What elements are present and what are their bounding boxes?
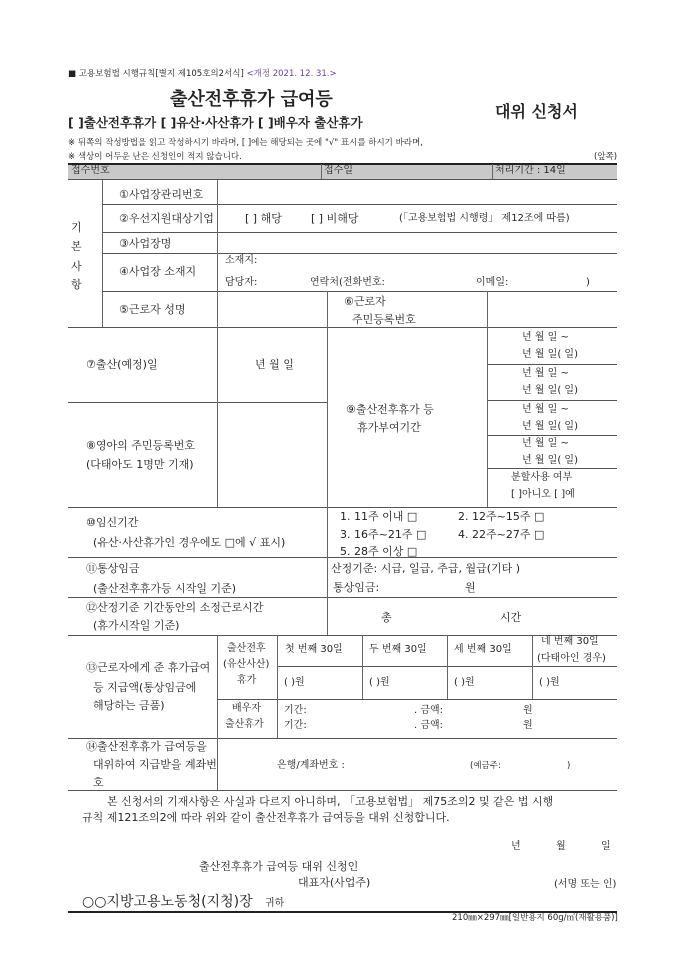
third-30days-header: 세 번째 30일 xyxy=(454,644,512,655)
workplace-name-label: ③사업장명 xyxy=(119,237,172,250)
instruction-note-2: ※ 색상이 어두운 난은 신청인이 적지 않습니다. xyxy=(68,152,242,162)
representative-label: 대표자(사업주) xyxy=(298,876,371,889)
infant-id-field[interactable] xyxy=(218,403,326,506)
page-side-label: (앞쪽) xyxy=(594,152,618,162)
split-use-label: 분할사용 여부 xyxy=(511,472,573,483)
workplace-address-label: ④사업장 소재지 xyxy=(119,265,197,278)
receipt-date-label: 접수일 xyxy=(324,165,353,176)
date-month[interactable]: 월 xyxy=(556,841,566,852)
revision-date: <개정 2021. 12. 31.> xyxy=(246,69,337,79)
ordinary-wage-unit: 원 xyxy=(465,581,476,594)
ordinary-wage-note: (출산전후휴가등 시작일 기준) xyxy=(93,582,237,595)
leave-period-label-2: 휴가부여기간 xyxy=(357,421,421,434)
worker-id-label-2: 주민등록번호 xyxy=(352,313,416,326)
declaration-line-2: 규칙 제121조의2에 따라 위와 같이 출산전후휴가 급여등을 대위 신청합니다. xyxy=(82,811,450,824)
wage-basis[interactable]: 산정기준: 시급, 일급, 주급, 월급(기타 ) xyxy=(331,562,521,575)
period-label: 기간: xyxy=(284,720,307,731)
priority-support-no[interactable]: [ ] 비해당 xyxy=(311,212,359,225)
worker-id-label-1: ⑥근로자 xyxy=(344,295,386,308)
period-from: 년 월 일 ~ xyxy=(522,404,569,415)
workplace-management-number-label: ①사업장관리번호 xyxy=(119,188,204,201)
period-from: 년 월 일 ~ xyxy=(522,368,569,379)
pregnancy-period-label: ⑩임신기간 xyxy=(86,516,139,529)
workplace-management-number-field[interactable] xyxy=(218,181,616,203)
manager-label: 담당자: xyxy=(225,277,258,288)
first-30days-amount[interactable]: ( )원 xyxy=(284,677,305,688)
instruction-note-1: ※ 뒤쪽의 작성방법을 읽고 작성하시기 바라며, [ ]에는 해당되는 곳에 "√" 표시를 하시기 바라며, xyxy=(68,138,423,148)
period-label: 기간: xyxy=(284,705,307,716)
amount-label: . 금액: xyxy=(414,720,444,731)
receipt-number-label: 접수번호 xyxy=(71,165,110,176)
split-use-choice[interactable]: [ ]아니오 [ ]예 xyxy=(511,489,575,500)
address-label: 소재지: xyxy=(225,255,258,266)
spouse-leave-label-2: 출산휴가 xyxy=(225,719,264,730)
bank-account-number-label: 은행/계좌번호 : xyxy=(277,760,345,771)
infant-id-note: (다태아도 1명만 기재) xyxy=(86,458,194,471)
section-char: 기 xyxy=(71,221,82,234)
won-unit: 원 xyxy=(523,705,533,716)
priority-support-note: (「고용보험법 시행령」 제12조에 따름) xyxy=(399,213,570,224)
worker-name-label: ⑤근로자 성명 xyxy=(119,303,186,316)
pregnancy-option-5[interactable]: 5. 28주 이상 □ xyxy=(340,545,418,558)
account-holder-label: (예금주: xyxy=(470,761,501,771)
first-30days-header: 첫 번째 30일 xyxy=(285,644,343,655)
form-subtitle: 대위 신청서 xyxy=(495,102,578,121)
paper-spec: 210㎜×297㎜[일반용지 60g/㎡(재활용품)] xyxy=(452,913,618,923)
section-char: 사 xyxy=(71,260,82,273)
period-to: 년 월 일( 일) xyxy=(522,421,578,432)
won-unit: 원 xyxy=(523,720,533,731)
pregnancy-option-3[interactable]: 3. 16주~21주 □ xyxy=(340,528,427,541)
bank-account-label-3: 호 xyxy=(93,776,104,789)
work-hours-total: 총 xyxy=(381,611,392,624)
fourth-30days-header: 네 번째 30일 xyxy=(541,636,599,647)
period-to: 년 월 일( 일) xyxy=(522,349,578,360)
period-to: 년 월 일( 일) xyxy=(522,385,578,396)
second-30days-header: 두 번째 30일 xyxy=(369,644,427,655)
addressee: ○○지방고용노동청(지청)장 xyxy=(82,894,253,910)
birth-date-label: ⑦출산(예정)일 xyxy=(86,358,158,371)
second-30days-amount[interactable]: ( )원 xyxy=(369,677,390,688)
signature-field[interactable]: (서명 또는 인) xyxy=(554,879,617,890)
maternity-leave-label-2: (유산사산) xyxy=(223,659,270,670)
fourth-30days-note: (다태아인 경우) xyxy=(537,653,606,664)
period-to: 년 월 일( 일) xyxy=(522,455,578,466)
section-char: 항 xyxy=(71,278,82,291)
paid-leave-label-2: 등 지급액(통상임금에 xyxy=(93,681,197,694)
date-year[interactable]: 년 xyxy=(511,841,521,852)
paid-leave-label-3: 해당하는 금품) xyxy=(93,699,165,712)
declaration-line-1: 본 신청서의 기재사항은 사실과 다르지 아니하며, 「고용보험법」 제75조의2 및 같은 법 시행 xyxy=(107,795,554,808)
paid-leave-label-1: ⑬근로자에게 준 휴가급여 xyxy=(86,661,211,674)
work-hours-note: (휴가시작일 기준) xyxy=(93,619,180,632)
work-hours-label: ⑫산정기준 기간동안의 소정근로시간 xyxy=(86,601,264,614)
maternity-leave-label-3: 휴가 xyxy=(237,675,257,686)
processing-period: 처리기간 : 14일 xyxy=(495,165,566,176)
leave-type-options: [ ]출산전후휴가 [ ]유산·사산휴가 [ ]배우자 출산휴가 xyxy=(68,115,363,130)
section-char: 본 xyxy=(71,240,82,253)
bank-account-label-1: ⑭출산전후휴가 급여등을 xyxy=(86,740,207,753)
applicant-label: 출산전후휴가 급여등 대위 신청인 xyxy=(199,860,359,873)
account-holder-close: ) xyxy=(567,761,571,771)
addressee-honorific: 귀하 xyxy=(265,898,285,909)
third-30days-amount[interactable]: ( )원 xyxy=(454,677,475,688)
period-from: 년 월 일 ~ xyxy=(522,332,569,343)
work-hours-unit: 시간 xyxy=(500,611,522,624)
pregnancy-period-note: (유산·사산휴가인 경우에도 □에 √ 표시) xyxy=(93,536,286,549)
email-label: 이메일: xyxy=(476,277,509,288)
period-from: 년 월 일 ~ xyxy=(522,438,569,449)
date-day[interactable]: 일 xyxy=(601,841,611,852)
priority-support-yes[interactable]: [ ] 해당 xyxy=(245,212,282,225)
regulation-text: ■ 고용보험법 시행규칙[별지 제105호의2서식] xyxy=(68,69,244,79)
amount-label: . 금액: xyxy=(414,705,444,716)
regulation-reference xyxy=(68,70,337,79)
pregnancy-option-1[interactable]: 1. 11주 이내 □ xyxy=(340,510,418,523)
bank-account-label-2: 대위하여 지급받을 계좌번 xyxy=(93,758,217,771)
ordinary-wage-amount-label: 통상임금: xyxy=(333,581,380,594)
infant-id-label: ⑧영아의 주민등록번호 xyxy=(86,439,195,452)
maternity-leave-label-1: 출산전후 xyxy=(227,643,266,654)
priority-support-label: ②우선지원대상기업 xyxy=(119,212,214,225)
bank-account-field[interactable] xyxy=(330,755,460,775)
birth-date-field[interactable]: 년 월 일 xyxy=(255,358,294,371)
leave-period-label-1: ⑨출산전후휴가 등 xyxy=(346,403,434,416)
close-paren: ) xyxy=(586,277,590,288)
ordinary-wage-label: ⑪통상임금 xyxy=(86,562,140,575)
phone-label: 연락처(전화번호: xyxy=(310,277,385,288)
workplace-name-field[interactable] xyxy=(218,233,616,252)
pregnancy-option-2[interactable]: 2. 12주~15주 □ xyxy=(458,510,545,523)
form-title: 출산전후휴가 급여등 xyxy=(170,89,333,110)
spouse-leave-label-1: 배우자 xyxy=(232,703,261,714)
pregnancy-option-4[interactable]: 4. 22주~27주 □ xyxy=(458,528,545,541)
fourth-30days-amount[interactable]: ( )원 xyxy=(539,677,560,688)
